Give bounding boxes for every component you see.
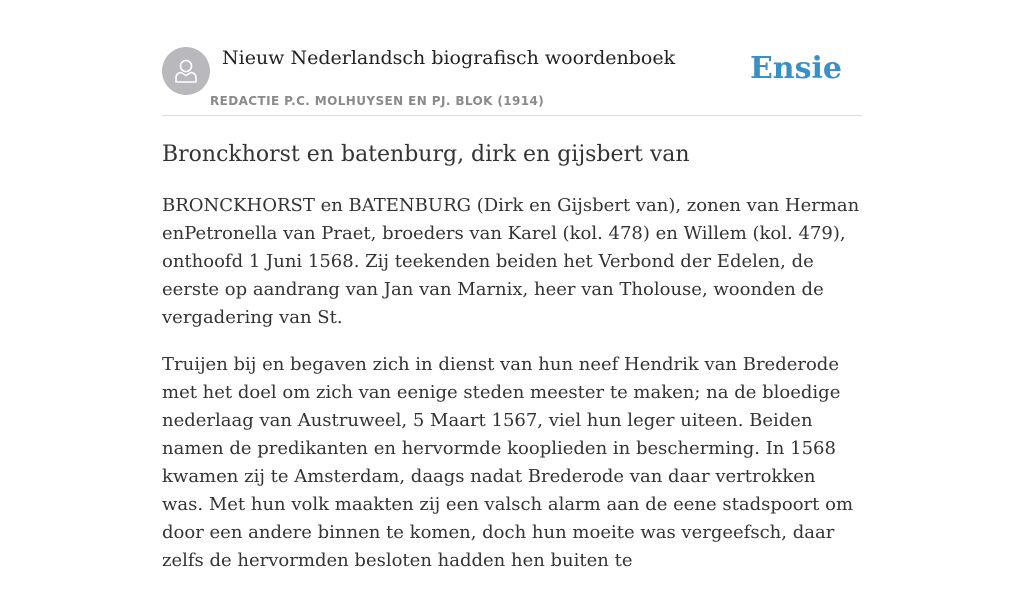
- person-silhouette-icon: [172, 57, 200, 85]
- article-paragraph: BRONCKHORST en BATENBURG (Dirk en Gijsbert van), zonen van Herman enPetronella van Praet, broeders van Karel (kol. 478) en Willem (kol. 479), onthoofd 1 Juni 1568. Zij teekenden beiden het Verbond der Edelen, de eerste op aandrang van Jan van Marnix, heer van Tholouse, woonden de vergadering van St.: [162, 195, 860, 328]
- source-header: [162, 0, 862, 116]
- article-title: Bronckhorst en batenburg, dirk en gijsbert van: [162, 142, 690, 167]
- article-page: [162, 0, 862, 571]
- source-editors: REDACTIE P.C. MOLHUYSEN EN PJ. BLOK (1914): [210, 94, 545, 108]
- article-paragraph: Truijen bij en begaven zich in dienst van hun neef Hendrik van Brederode met het doel om zich van eenige steden meester te maken; na de bloedige nederlaag van Austruweel, 5 Maart 1567, viel hun leger uiteen. Beiden namen de predikanten en hervormde kooplieden in bescherming. In 1568 kwamen zij te Amsterdam, daags nadat Brederode van daar vertrokken was. Met hun volk maakten zij een valsch alarm aan de eene stadspoort om door een andere binnen te komen, doch hun moeite was vergeefsch, daar zelfs de hervormden besloten hadden hen buiten te: [162, 354, 854, 571]
- source-title[interactable]: Nieuw Nederlandsch biografisch woordenboek: [222, 47, 676, 69]
- source-avatar[interactable]: [162, 47, 210, 95]
- article-body: [162, 192, 862, 594]
- ensie-logo[interactable]: Ensie: [749, 51, 842, 86]
